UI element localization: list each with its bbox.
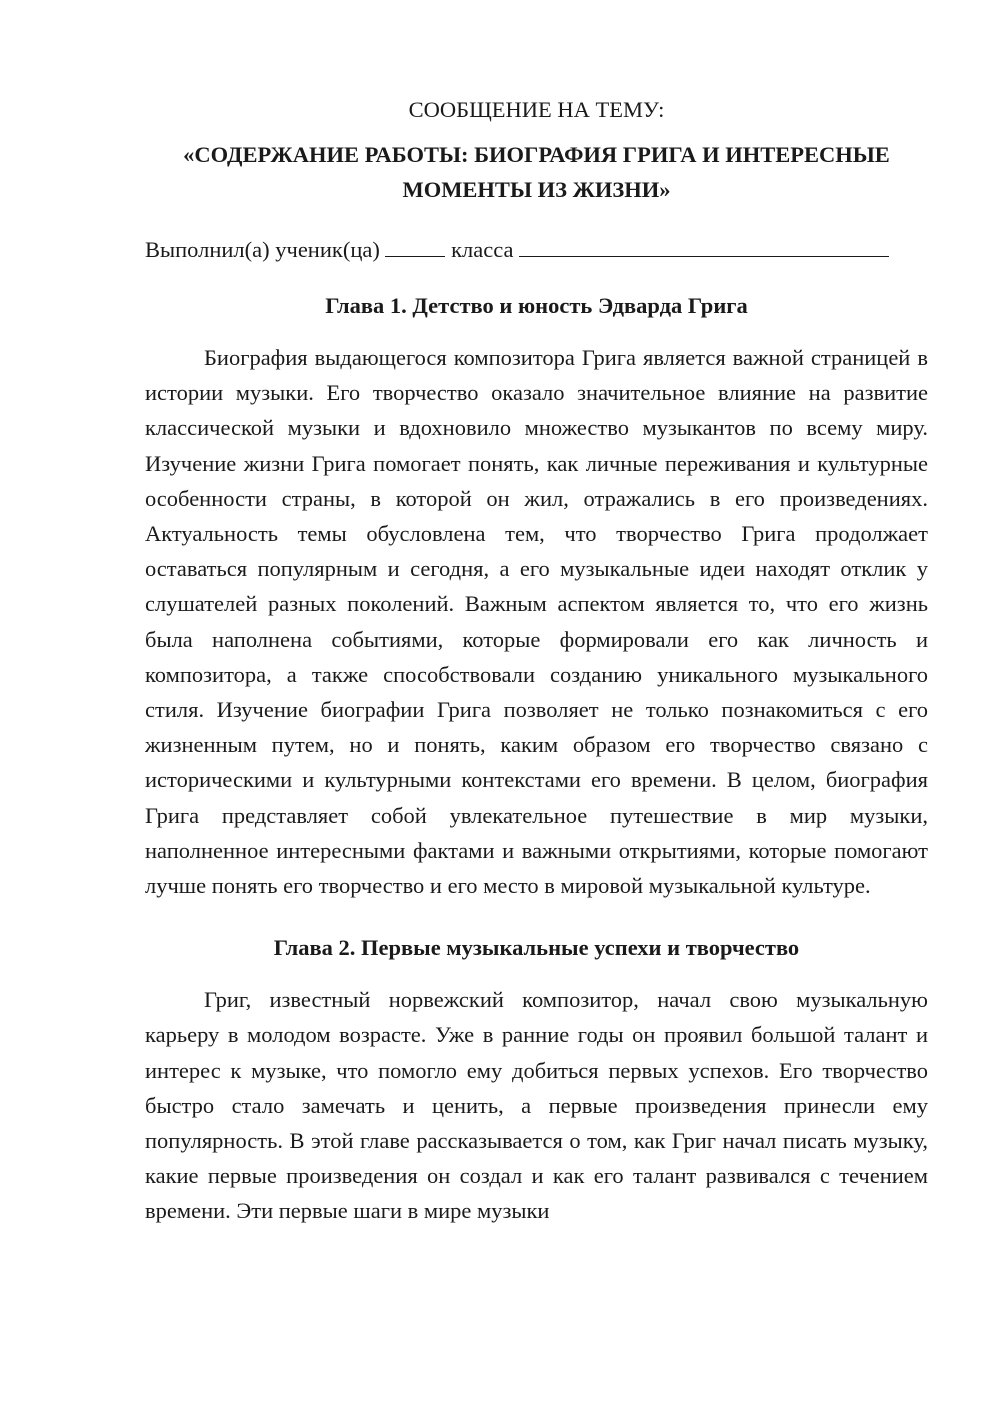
author-line — [145, 233, 928, 267]
report-label: СООБЩЕНИЕ НА ТЕМУ: — [408, 97, 665, 122]
chapter-2-paragraph: Григ, известный норвежский композитор, начал свою музыкальную карьеру в молодом возрасте. Уже в ранние годы он проявил большой талант и интерес к музыке, что помогло ему добиться первых успехов. Его творчество быстро стало замечать и ценить, а первые произведения принесли ему популярность. В этой главе рассказывается о том, как Григ начал писать музыку, какие первые произведения он создал и как его талант развивался с течением времени. Эти первые шаги в мире музыки — [145, 987, 928, 1224]
chapter-1-title: Глава 1. Детство и юность Эдварда Грига — [325, 293, 748, 318]
chapter-1-paragraph: Биография выдающегося композитора Грига является важной страницей в истории музыки. Его творчество оказало значительное влияние на развитие классической музыки и вдохновило множество музыкантов по всему миру. Изучение жизни Грига помогает понять, как личные переживания и культурные особенности страны, в которой он жил, отражались в его произведениях. Актуальность темы обусловлена тем, что творчество Грига продолжает оставаться популярным и сегодня, а его музыкальные идеи находят отклик у слушателей разных поколений. Важным аспектом является то, что его жизнь была наполнена событиями, которые формировали его как личность и композитора, а также способствовали созданию уникального музыкального стиля. Изучение биографии Грига позволяет не только познакомиться с его жизненным путем, но и понять, каким образом его творчество связано с историческими и культурными контекстами его времени. В целом, биография Грига представляет собой увлекательное путешествие в мир музыки, наполненное интересными фактами и важными открытиями, которые помогают лучше понять его творчество и его место в мировой музыкальной культуре. — [145, 345, 928, 899]
document-title: «СОДЕРЖАНИЕ РАБОТЫ: БИОГРАФИЯ ГРИГА И ИНТЕРЕСНЫЕ МОМЕНТЫ ИЗ ЖИЗНИ» — [183, 142, 890, 202]
chapter-2-title: Глава 2. Первые музыкальные успехи и творчество — [273, 935, 800, 961]
class-blank — [385, 234, 445, 257]
author-prefix: Выполнил(а) ученик(ца) — [145, 237, 380, 262]
name-blank — [519, 234, 889, 257]
class-word: класса — [451, 237, 514, 262]
document-page — [145, 93, 928, 1229]
